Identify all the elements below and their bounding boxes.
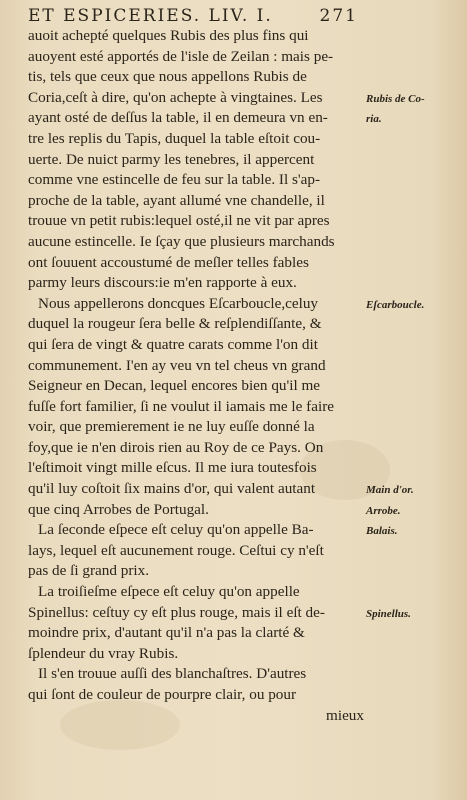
text-line: proche de la table, ayant allumé vne chandelle, il bbox=[28, 191, 325, 209]
page-number: 271 bbox=[319, 6, 358, 26]
text-line: auoyent esté apportés de l'isle de Zeilan : mais pe- bbox=[28, 47, 334, 65]
text-line: lays, lequel eſt aucunement rouge. Ceſtui cy n'eſt bbox=[28, 541, 324, 559]
text-line: Coria,ceſt à dire, qu'on achepte à vingtaines. Les bbox=[28, 88, 323, 106]
text-line: l'eſtimoit vingt mille eſcus. Il me iura toutesfois bbox=[28, 459, 317, 477]
text-line: ayant osté de deſſus la table, il en demeura vn en- bbox=[28, 109, 328, 127]
text-line: tre les replis du Tapis, duquel la table eſtoit cou- bbox=[28, 129, 321, 147]
margin-note: Main d'or. bbox=[366, 484, 414, 497]
text-line: moindre prix, d'autant qu'il n'a pas la clarté & bbox=[28, 624, 305, 642]
text-line: voir, que premierement ie ne luy euſſe donné la bbox=[28, 418, 315, 436]
text-line: pas de ſi grand prix. bbox=[28, 562, 150, 580]
text-line: parmy leurs discours:ie m'en rapporte à eux. bbox=[28, 274, 297, 292]
text-line: ont ſouuent accoustumé de meſler telles fables bbox=[28, 253, 309, 271]
text-line: Seigneur en Decan, lequel encores bien qu'il me bbox=[28, 377, 321, 395]
margin-note: Eſcarboucle. bbox=[366, 298, 425, 311]
margin-note: Rubis de Co- bbox=[366, 92, 425, 105]
text-line: qu'il luy coſtoit ſix mains d'or, qui valent autant bbox=[28, 480, 316, 498]
text-line: Spinellus: ceſtuy cy eſt plus rouge, mais il eſt de- bbox=[28, 603, 325, 621]
catchword: mieux bbox=[326, 706, 364, 724]
text-line: aucune estincelle. Ie ſçay que plusieurs marchands bbox=[28, 232, 335, 250]
main-text-block bbox=[28, 26, 364, 726]
text-line: auoit achepté quelques Rubis des plus fins qui bbox=[28, 27, 309, 44]
text-line: trouue vn petit rubis:lequel osté,il ne vit par apres bbox=[28, 212, 330, 230]
text-line: La troiſieſme eſpece eſt celuy qu'on appelle bbox=[38, 583, 300, 601]
running-title: ET ESPICERIES. LIV. I. bbox=[28, 6, 273, 26]
margin-note: Spinellus. bbox=[366, 607, 411, 620]
text-line: Nous appellerons doncques Eſcarboucle,celuy bbox=[38, 294, 319, 312]
margin-note: ria. bbox=[366, 113, 382, 126]
text-line: tis, tels que ceux que nous appellons Rubis de bbox=[28, 68, 307, 86]
text-line: La ſeconde eſpece eſt celuy qu'on appelle Ba- bbox=[38, 521, 314, 539]
text-line: communement. I'en ay veu vn tel cheus vn grand bbox=[28, 356, 326, 374]
text-line: qui ſera de vingt & quatre carats comme l'on dit bbox=[28, 335, 318, 353]
margin-note: Arrobe. bbox=[366, 504, 401, 517]
text-line: ſplendeur du vray Rubis. bbox=[28, 644, 179, 662]
text-line: foy,que ie n'en dirois rien au Roy de ce Pays. On bbox=[28, 438, 324, 456]
margin-note: Balais. bbox=[366, 525, 398, 538]
text-line: uerte. De nuict parmy les tenebres, il appercent bbox=[28, 150, 315, 168]
running-header bbox=[28, 6, 358, 26]
text-line: fuſſe fort familier, ſi ne voulut il iamais me le faire bbox=[28, 397, 334, 415]
text-line: qui ſont de couleur de pourpre clair, ou pour bbox=[28, 686, 297, 703]
text-line: comme vne estincelle de feu sur la table. Il s'ap- bbox=[28, 171, 321, 189]
text-line: duquel la rougeur ſera belle & reſplendiſſante, & bbox=[28, 315, 322, 333]
text-line: Il s'en trouue auſſi des blanchaſtres. D'autres bbox=[38, 665, 307, 683]
text-line: que cinq Arrobes de Portugal. bbox=[28, 500, 209, 518]
